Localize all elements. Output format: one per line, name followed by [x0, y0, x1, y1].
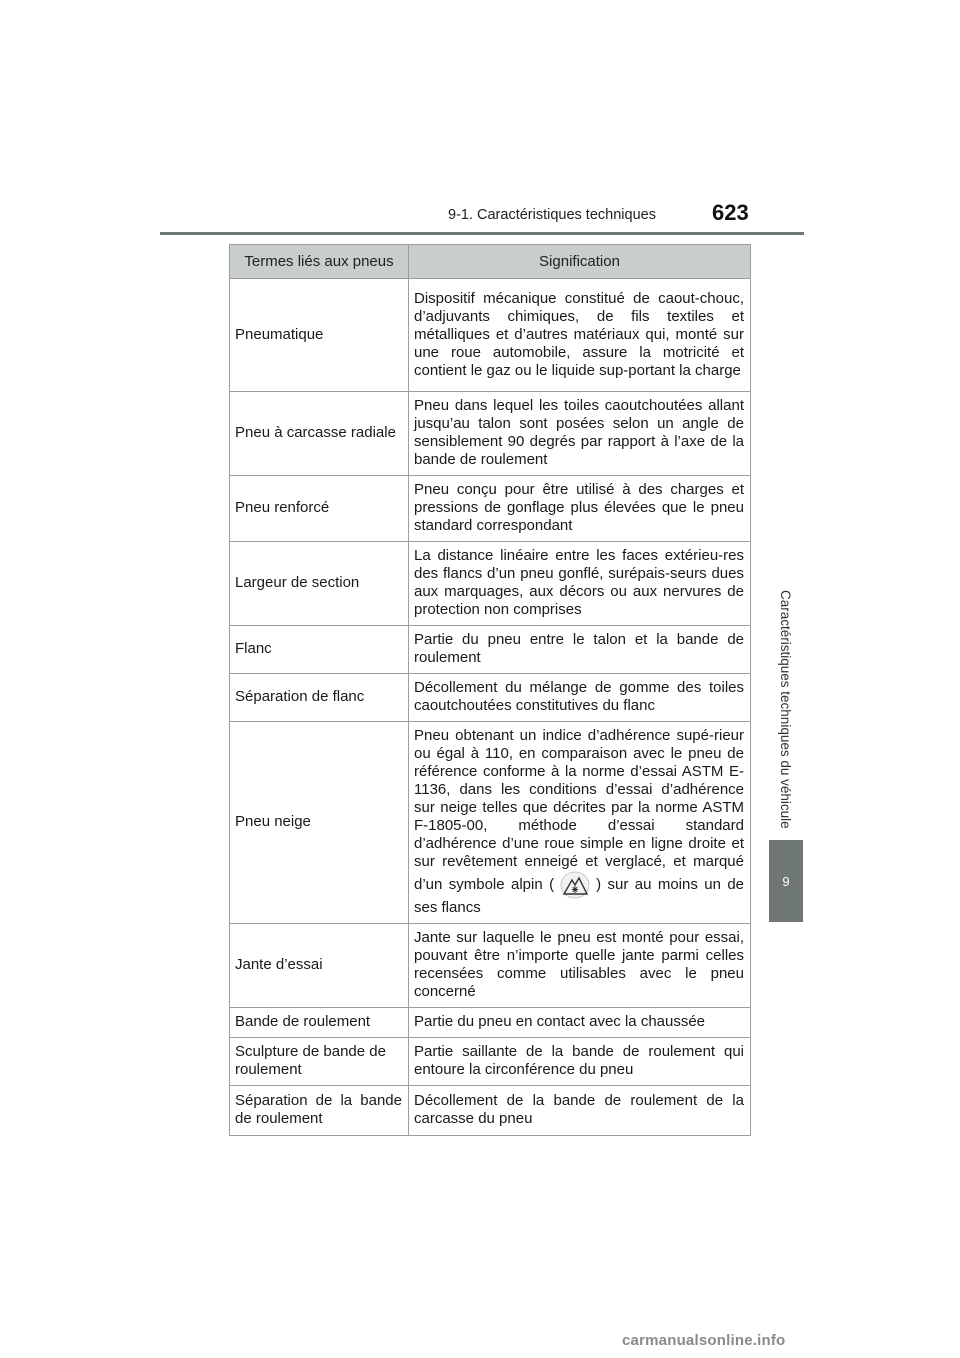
table-row: [230, 722, 751, 924]
meaning-cell: Décollement de la bande de roulement de la carcasse du pneu: [409, 1086, 751, 1136]
snow-tire-definition-end: ) sur au moins un de ses flancs: [414, 875, 744, 916]
alpine-snow-icon: [560, 871, 590, 899]
term-cell: Jante d’essai: [230, 924, 409, 1008]
section-title: 9-1. Caractéristiques techniques: [448, 207, 656, 223]
table-header-row: [230, 245, 751, 279]
term-cell: Bande de roulement: [230, 1008, 409, 1038]
meaning-cell: [409, 722, 751, 924]
table-row: [230, 392, 751, 476]
table-row: [230, 1038, 751, 1086]
header-divider: [160, 232, 804, 235]
chapter-side-label: Caractéristiques techniques du véhicule: [778, 589, 793, 829]
chapter-tab[interactable]: [769, 840, 803, 922]
table-row: [230, 674, 751, 722]
table-row: [230, 1008, 751, 1038]
meaning-cell: Dispositif mécanique constitué de caout-chouc, d’adjuvants chimiques, de fils textiles et métalliques et d’autres matériaux qui, monté sur une roue automobile, assure la motricité et contient le gaz ou le liquide sup-portant la charge: [409, 279, 751, 392]
table-row: [230, 1086, 751, 1136]
table-row: [230, 924, 751, 1008]
term-cell: Séparation de flanc: [230, 674, 409, 722]
meaning-cell: Partie saillante de la bande de roulement qui entoure la circonférence du pneu: [409, 1038, 751, 1086]
table-row: [230, 476, 751, 542]
meaning-cell: Partie du pneu en contact avec la chaussée: [409, 1008, 751, 1038]
meaning-cell: La distance linéaire entre les faces extérieu-res des flancs d’un pneu gonflé, surépais-seurs dues aux marquages, aux décors ou aux nervures de protection non comprises: [409, 542, 751, 626]
term-cell: Largeur de section: [230, 542, 409, 626]
term-cell: Pneumatique: [230, 279, 409, 392]
table-row: [230, 626, 751, 674]
meaning-cell: Pneu dans lequel les toiles caoutchoutées allant jusqu’au talon sont posées selon un angle de sensiblement 90 degrés par rapport à l’axe de la bande de roulement: [409, 392, 751, 476]
term-cell: Pneu renforcé: [230, 476, 409, 542]
meaning-cell: Décollement du mélange de gomme des toiles caoutchoutées constitutives du flanc: [409, 674, 751, 722]
term-cell: Pneu à carcasse radiale: [230, 392, 409, 476]
term-cell: Sculpture de bande de roulement: [230, 1038, 409, 1086]
chapter-tab-number: 9: [782, 873, 790, 889]
column-header-meaning: Signification: [409, 245, 751, 279]
table-row: [230, 279, 751, 392]
meaning-cell: Partie du pneu entre le talon et la bande de roulement: [409, 626, 751, 674]
term-cell: Pneu neige: [230, 722, 409, 924]
term-cell: Flanc: [230, 626, 409, 674]
table-row: [230, 542, 751, 626]
watermark: carmanualsonline.info: [622, 1332, 786, 1349]
term-cell: Séparation de la bande de roulement: [230, 1086, 409, 1136]
page-number: 623: [712, 200, 749, 225]
tire-terms-table: [229, 244, 751, 1136]
snow-tire-definition: Pneu obtenant un indice d’adhérence supé-rieur ou égal à 110, en comparaison avec le pneu de référence conforme à la norme d’essai ASTM E-1136, dans les conditions d’essai d’adhérence sur neige telles que décrites par la norme ASTM F-1805-00, méthode d’essai standard d’adhérence d’une roue simple en ligne droite et sur revêtement enneigé et verglacé, et marqué d’un symbole alpin (: [414, 727, 744, 893]
meaning-cell: Pneu conçu pour être utilisé à des charges et pressions de gonflage plus élevées que le pneu standard correspondant: [409, 476, 751, 542]
column-header-terms: Termes liés aux pneus: [230, 245, 409, 279]
meaning-cell: Jante sur laquelle le pneu est monté pour essai, pouvant être n’importe quelle jante parmi celles recensées comme utilisables avec le pneu concerné: [409, 924, 751, 1008]
